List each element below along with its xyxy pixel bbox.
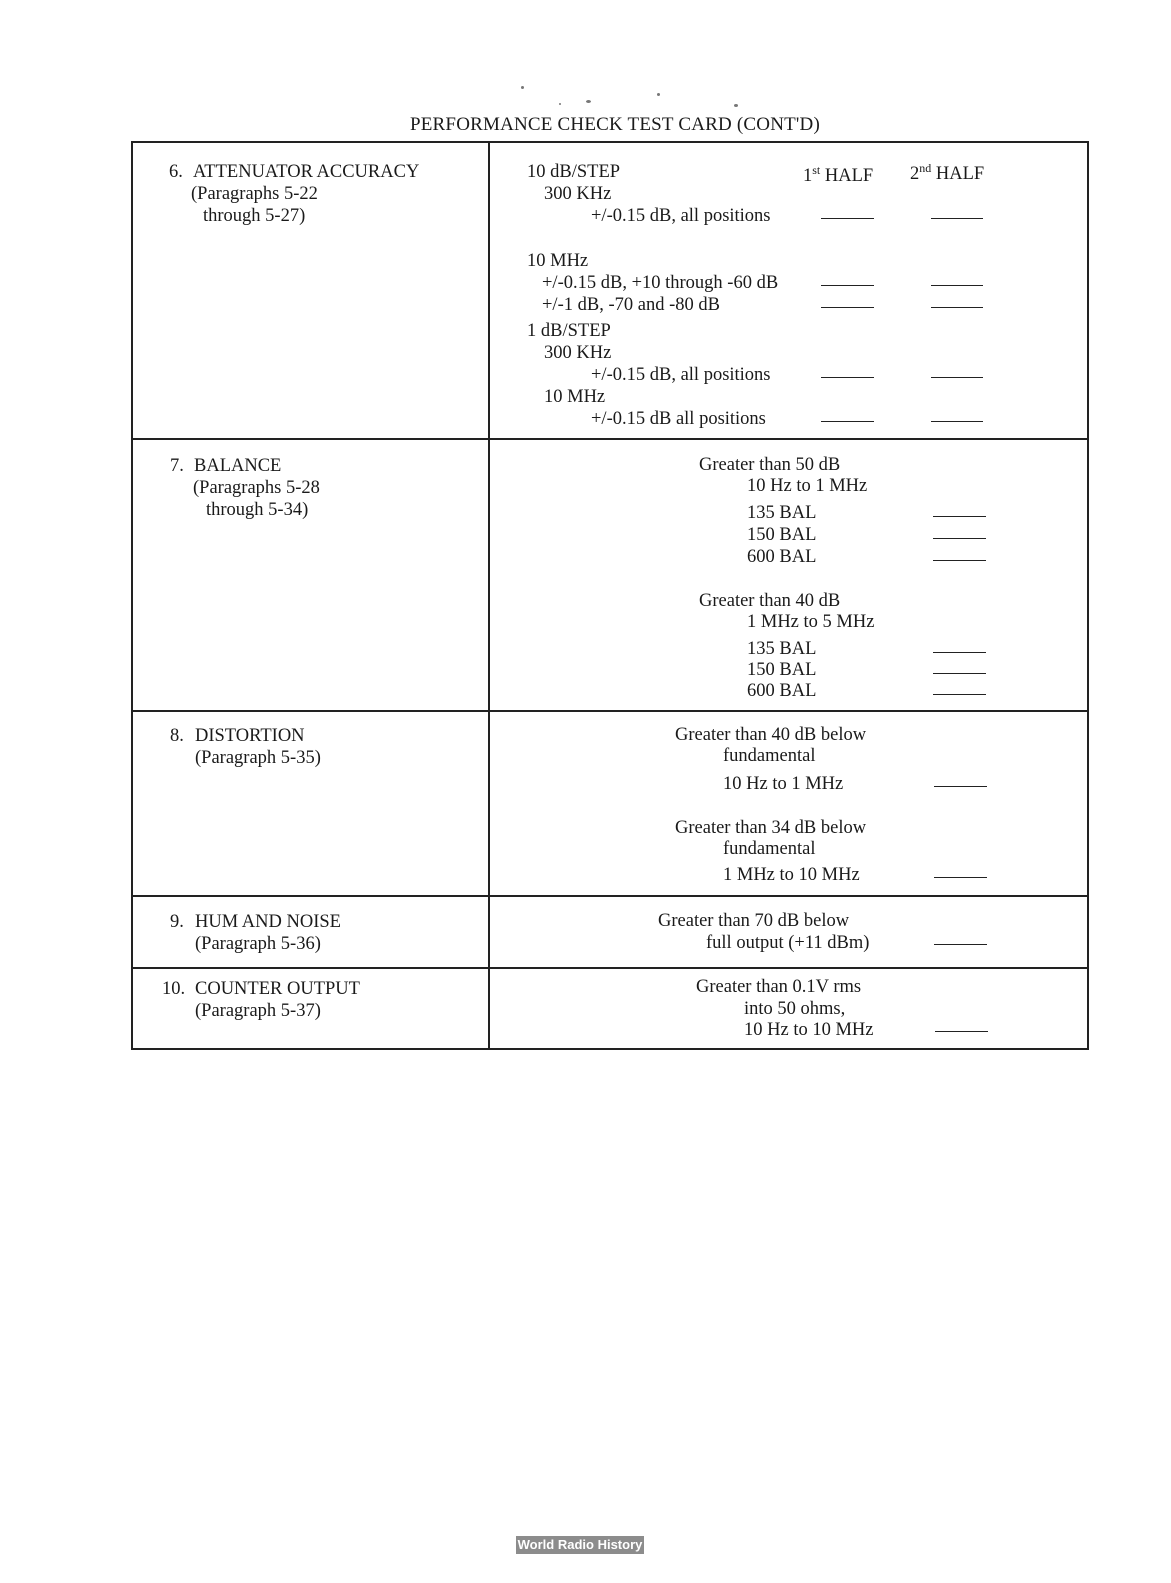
spec-line: +/-0.15 dB all positions: [591, 409, 766, 429]
row-divider: [133, 967, 1087, 969]
column-divider: [488, 143, 490, 1048]
column-header-second-half: 2nd HALF: [910, 161, 985, 184]
spec-line: fundamental: [723, 839, 816, 859]
result-blank-second-half[interactable]: [931, 285, 983, 286]
spec-line: full output (+11 dBm): [706, 933, 870, 953]
test-number: 6.: [169, 162, 183, 182]
result-blank[interactable]: [933, 673, 986, 674]
result-blank-second-half[interactable]: [931, 307, 983, 308]
result-blank-first-half[interactable]: [821, 307, 874, 308]
spec-line: 10 dB/STEP: [527, 162, 621, 182]
spec-line: 1 MHz to 10 MHz: [723, 865, 860, 885]
spec-line: Greater than 70 dB below: [658, 911, 850, 931]
test-reference: (Paragraph 5-36): [195, 934, 321, 954]
spec-line: 10 Hz to 10 MHz: [744, 1020, 874, 1040]
spec-line: 600 BAL: [747, 681, 817, 701]
spec-line: into 50 ohms,: [744, 999, 846, 1019]
test-reference: (Paragraphs 5-22: [191, 184, 318, 204]
scan-speck: [657, 93, 660, 96]
test-number: 8.: [170, 726, 184, 746]
spec-line: Greater than 40 dB: [699, 591, 841, 611]
spec-line: Greater than 34 dB below: [675, 818, 867, 838]
scan-speck: [734, 104, 738, 107]
spec-line: fundamental: [723, 746, 816, 766]
spec-line: Greater than 50 dB: [699, 455, 841, 475]
spec-line: 150 BAL: [747, 660, 817, 680]
result-blank[interactable]: [933, 538, 986, 539]
column-header-first-half: 1st HALF: [803, 163, 874, 186]
spec-line: 300 KHz: [544, 184, 612, 204]
spec-line: Greater than 40 dB below: [675, 725, 867, 745]
spec-line: 1 dB/STEP: [527, 321, 611, 341]
spec-line: 10 Hz to 1 MHz: [747, 476, 868, 496]
result-blank[interactable]: [934, 877, 987, 878]
test-name: HUM AND NOISE: [195, 912, 341, 932]
ordinal-suffix: nd: [919, 161, 932, 175]
scan-speck: [559, 103, 561, 105]
test-card-table: [131, 141, 1089, 1050]
page-title: PERFORMANCE CHECK TEST CARD (CONT'D): [409, 114, 821, 135]
test-reference: (Paragraphs 5-28: [193, 478, 320, 498]
spec-line: 135 BAL: [747, 503, 817, 523]
result-blank-first-half[interactable]: [821, 377, 874, 378]
test-reference: (Paragraph 5-35): [195, 748, 321, 768]
result-blank[interactable]: [934, 786, 987, 787]
footer-watermark: World Radio History: [517, 1537, 643, 1552]
row-divider: [133, 438, 1087, 440]
result-blank[interactable]: [933, 516, 986, 517]
result-blank-second-half[interactable]: [931, 218, 983, 219]
test-number: 10.: [162, 979, 186, 999]
spec-line: Greater than 0.1V rms: [696, 977, 862, 997]
spec-line: 300 KHz: [544, 343, 612, 363]
test-reference: through 5-34): [206, 500, 309, 520]
test-number: 7.: [170, 456, 184, 476]
test-name: DISTORTION: [195, 726, 305, 746]
spec-line: +/-0.15 dB, +10 through -60 dB: [542, 273, 779, 293]
row-divider: [133, 895, 1087, 897]
test-number: 9.: [170, 912, 184, 932]
result-blank[interactable]: [933, 560, 986, 561]
result-blank-first-half[interactable]: [821, 218, 874, 219]
result-blank-first-half[interactable]: [821, 421, 874, 422]
result-blank[interactable]: [934, 944, 987, 945]
result-blank-second-half[interactable]: [931, 421, 983, 422]
spec-line: +/-0.15 dB, all positions: [591, 365, 771, 385]
result-blank[interactable]: [933, 694, 986, 695]
result-blank-second-half[interactable]: [931, 377, 983, 378]
row-divider: [133, 710, 1087, 712]
spec-line: 135 BAL: [747, 639, 817, 659]
spec-line: 1 MHz to 5 MHz: [747, 612, 875, 632]
spec-line: 600 BAL: [747, 547, 817, 567]
result-blank-first-half[interactable]: [821, 285, 874, 286]
scan-speck: [521, 86, 524, 89]
test-reference: through 5-27): [203, 206, 306, 226]
spec-line: 10 MHz: [527, 251, 589, 271]
spec-line: 10 Hz to 1 MHz: [723, 774, 844, 794]
result-blank[interactable]: [933, 652, 986, 653]
spec-line: 10 MHz: [544, 387, 606, 407]
test-name: COUNTER OUTPUT: [195, 979, 360, 999]
test-name: BALANCE: [194, 456, 282, 476]
spec-line: 150 BAL: [747, 525, 817, 545]
spec-line: +/-1 dB, -70 and -80 dB: [542, 295, 720, 315]
spec-line: +/-0.15 dB, all positions: [591, 206, 771, 226]
scan-speck: [586, 100, 591, 103]
test-reference: (Paragraph 5-37): [195, 1001, 321, 1021]
test-name: ATTENUATOR ACCURACY: [193, 162, 420, 182]
result-blank[interactable]: [935, 1031, 988, 1032]
ordinal-suffix: st: [812, 163, 821, 177]
